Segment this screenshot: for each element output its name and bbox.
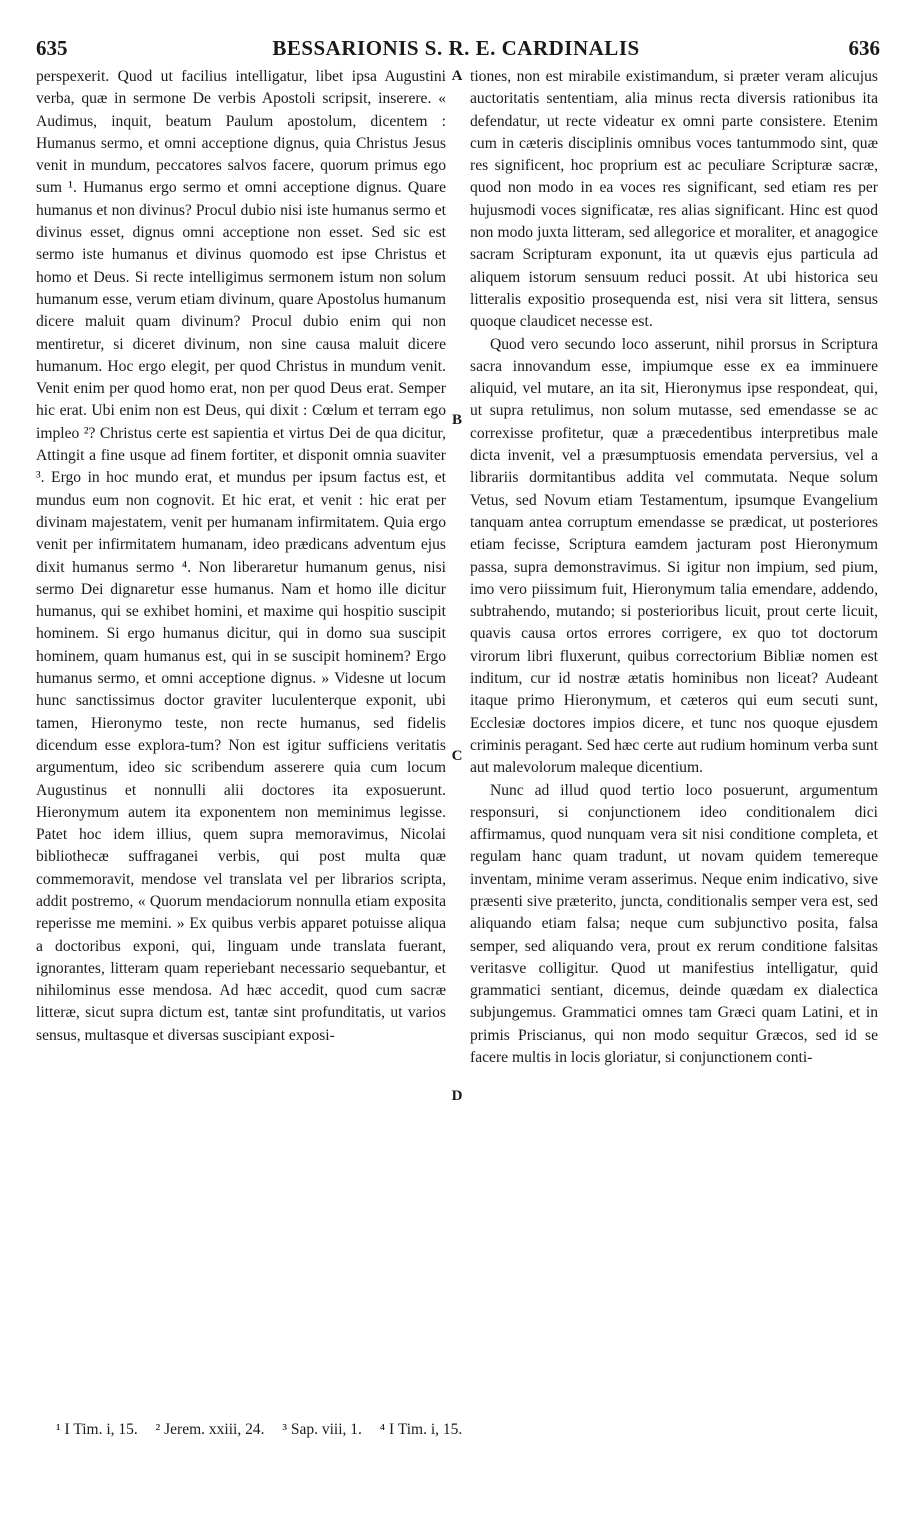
margin-marker-b: B [451, 412, 462, 428]
margin-marker-c: C [451, 748, 463, 764]
margin-marker-a: A [451, 68, 463, 84]
right-paragraph-2: Quod vero secundo loco asserunt, nihil prorsus in Scriptura sacra innovandum esse, impiumque esse ex ea imminuere aliquid, vel mutare, an ita sit, Hieronymus ipse respondeat, qui, ut supra retulimus, non solum mutasse, sed emendasse se ac correxisse profitetur, quæ a præcedentibus interpretibus male dicta invenit, vel a præsumptuosis emendata perversius, vel a librariis dormitantibus addita vel commutata. Neque solum Vetus, sed Novum etiam Testamentum, ipsumque Evangelium tanquam antea corruptum emendasse se prædicat, ut posteriores etiam fecisse, Scriptura eamdem jacturam post Hieronymum passa, supra demonstravimus. Si igitur non impium, sed pium, imo vero piissimum fuit, Hieronymum talia emendare, addendo, subtrahendo, mutando; si posterioribus licuit, prout certe licuit, quavis causa ortos errores corrigere, ex quo tot doctorum virorum libri fluxerunt, quibus correctorium Bibliæ nomen est inditum, cur id nostræ ætatis hominibus non liceat? Audeant itaque primo Hieronymum, et cæteros qui eum secuti sunt, Ecclesiæ doctores impios dicere, et tunc nos quoque ejusdem criminis peragant. Sed hæc certe aut rudium hominum verba sunt aut malevolorum maleque dicentium. [470, 335, 878, 777]
page-header [28, 30, 884, 66]
left-paragraph-1: perspexerit. Quod ut facilius intelligatur, libet ipsa Augustini verba, quæ in sermone De verbis Apostoli scripsit, inserere. « Audimus, inquit, beatum Paulum apostolum, dicentem : Humanus sermo, et omni acceptione dignus, quia Christus Jesus venit in mundum, peccatores salvos facere, quorum primus ego sum ¹. Humanus ergo sermo et omni acceptione dignus. Quare humanus et non divinus? Procul dubio nisi iste humanus sermo et divinus esset, dignus omni acceptione non esset. Sed sic est sermo iste humanus et divinus quomodo est ipse Christus et homo et Deus. Si recte intelligimus sermonem istum non solum humanum esse, verum etiam divinum, quare Apostolus humanum dicere maluit quam divinum? Procul dubio enim qui non mentiretur, si diceret divinum, non sine causa maluit dicere humanum. Hoc ergo elegit, per quod Christus in mundum venit. Venit enim per quod homo erat, non per quod Deus erat. Semper hic erat. Ubi enim non est Deus, qui dixit : Cœlum et terram ego impleo ²? Christus certe est sapientia et virtus Dei de qua dicitur, Attingit a fine usque ad finem fortiter, et disponit omnia suaviter ³. Ergo in hoc mundo erat, et mundus per ipsum factus est, et mundus eum non cognovit. Et hic erat, et venit : hic erat per divinam majestatem, venit per humanam infirmitatem. Quia ergo venit per infirmitatem humanam, ideo prædicans adventum ejus dixit humanus sermo ⁴. Non liberaretur humanum genus, nisi sermo Dei dignaretur esse humanus. Nam et homo ille dicitur humanus, qui se exhibet homini, et maxime qui hospitio suscipit hominem. Si ergo humanus dicitur, qui in domo sua suscipit hominem, quam humanus est, qui in se suscipit hominem? Ergo humanus sermo, et omni acceptione dignus. » Videsne ut locum hunc sanctissimus doctor graviter luculenterque exponit, ubi tamen, Hieronymo teste, non recte humanus, sed fidelis dicendum esse explora-tum? Non est igitur sufficiens veritatis argumentum, ideo sic scribendum asserere quia cum locum Augustinus et nonnulli alii doctores ita exposuerunt. Hieronymum autem ita exponentem non meminimus legisse. Patet hoc idem illius, quem supra memoravimus, Nicolai bibliothecæ suffraganei verbis, qui post multa quæ commemoravit, mendose vel translata vel per librarios scripta, addit postremo, « Quorum mendaciorum nonnulla etiam exposita reperisse me memini. » Ex quibus verbis apparet potuisse aliqua a doctoribus exponi, qui, linguam unde translata fuerant, ignorantes, litteram quam reperiebant necessario sequebantur, et nihilominus esse mendosa. Ad hæc accedit, quod cum sacræ litteræ, sicut supra dictum est, tantæ sint profunditatis, ut varios sensus, multasque et diversas suscipiant exposi- [36, 68, 446, 1044]
margin-marker-d: D [451, 1088, 463, 1104]
footnote-3: ³ Sap. viii, 1. [282, 1421, 362, 1438]
page-number-left: 635 [36, 36, 68, 60]
right-paragraph-3: Nunc ad illud quod tertio loco posuerunt, argumentum responsuri, si conjunctionem ideo conditionalem dici affirmamus, quod nunquam vera sit nisi conditione completa, et regulam hanc quam tradunt, ut novam quidem temereque inventam, minime veram asserimus. Neque enim indicativo, sive præsenti sive præterito, juncta, conditionalis semper vera est, sed aliquando etiam falsa; neque cum subjunctivo posita, falsa semper, sed aliquando vera, prout ex rerum conditione falsitas veritasve colligitur. Quod ut manifestius intelligatur, quid grammatici sentiant, dicemus, deinde quædam ex dialectica subjungemus. Grammatici omnes tam Græci quam Latini, et in primis Priscianus, qui non modo sequitur Græcos, sed id se facere multis in locis gloriatur, si conjunctionem conti- [470, 781, 878, 1067]
footnote-4: ⁴ I Tim. i, 15. [379, 1421, 463, 1438]
left-column [36, 66, 446, 1047]
right-paragraph-1: tiones, non est mirabile existimandum, si præter veram alicujus auctoritatis sententiam, alia minus recta diversis rationibus ita defendatur, ut recte videatur ex omni parte consistere. Etenim cum in cæteris disciplinis omnibus voces tantummodo sint, quæ res significent, hoc proprium est ac peculiare Scripturæ sacræ, quod non modo in ea voces res significant, sed etiam res per hujusmodi voces significatæ, res alias significant. Hinc est quod non modo juxta litteram, sed allegorice et moraliter, et anagogice sacram Scripturam exponunt, ita ut quævis ejus particula ad aliquem istorum sensuum reduci possit. At ubi historica seu litteralis expositio prosequenda est, nisi vera sit littera, sensus quoque claudicet necesse est. [470, 68, 878, 331]
page-number-right: 636 [848, 36, 880, 60]
footnote-2: ² Jerem. xxiii, 24. [155, 1421, 265, 1438]
running-title: BESSARIONIS S. R. E. CARDINALIS [272, 36, 640, 60]
footnotes [56, 1420, 876, 1440]
right-column [470, 66, 878, 1069]
footnote-1: ¹ I Tim. i, 15. [56, 1421, 138, 1438]
